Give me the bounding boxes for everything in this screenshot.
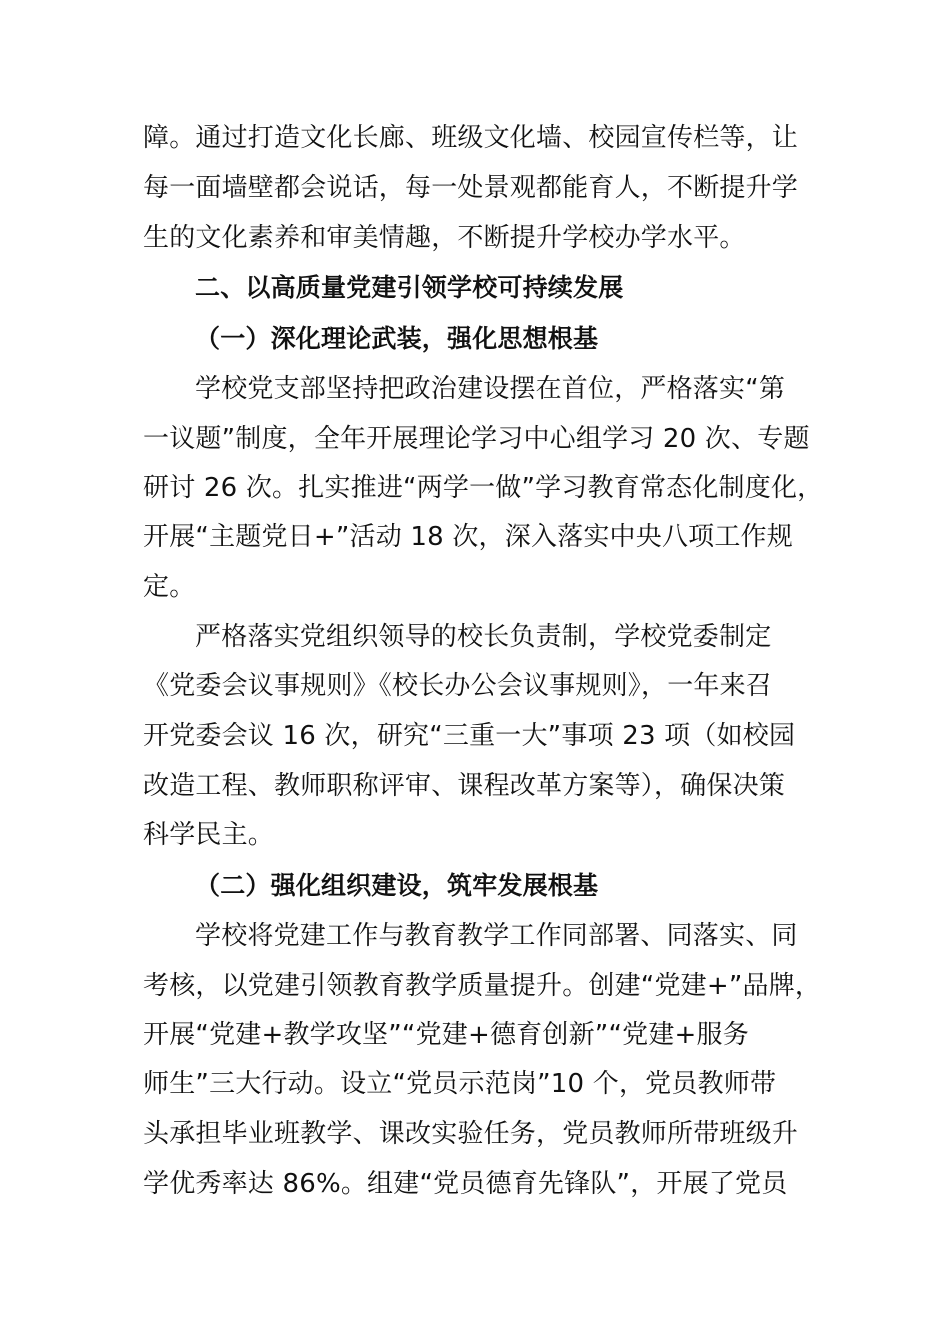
body-text-line: 科学民主。 <box>143 820 275 850</box>
body-text-line: 生的文化素养和审美情趣，不断提升学校办学水平。 <box>143 223 746 253</box>
body-text-line: 开党委会议 16 次，研究“三重一大”事项 23 项（如校园 <box>143 721 796 751</box>
body-text-line: 师生”三大行动。设立“党员示范岗”10 个，党员教师带 <box>143 1069 777 1099</box>
body-text-line: 开展“主题党日+”活动 18 次，深入落实中央八项工作规 <box>143 522 793 552</box>
body-text-line: 开展“党建+教学攻坚”“党建+德育创新”“党建+服务 <box>143 1020 749 1050</box>
body-text-line: 学优秀率达 86%。组建“党员德育先锋队”，开展了党员 <box>143 1169 788 1199</box>
body-text-line: 定。 <box>143 572 196 602</box>
body-text-line: 障。通过打造文化长廊、班级文化墙、校园宣传栏等，让 <box>143 123 799 153</box>
section-heading: 二、以高质量党建引领学校可持续发展 <box>195 273 624 302</box>
body-text-line: 考核，以党建引领教育教学质量提升。创建“党建+”品牌， <box>143 971 822 1001</box>
subsection-heading: （二）强化组织建设，筑牢发展根基 <box>195 871 599 900</box>
body-text-line: 学校将党建工作与教育教学工作同部署、同落实、同 <box>195 921 798 951</box>
body-text-line: 改造工程、教师职称评审、课程改革方案等），确保决策 <box>143 771 786 801</box>
body-text-line: 一议题”制度，全年开展理论学习中心组学习 20 次、专题 <box>143 424 810 454</box>
body-text-line: 严格落实党组织领导的校长负责制，学校党委制定 <box>195 622 772 652</box>
body-text-line: 每一面墙壁都会说话，每一处景观都能育人，不断提升学 <box>143 173 799 203</box>
subsection-heading: （一）深化理论武装，强化思想根基 <box>195 324 599 353</box>
body-text-line: 《党委会议事规则》《校长办公会议事规则》，一年来召 <box>143 671 773 701</box>
body-text-line: 研讨 26 次。扎实推进“两学一做”学习教育常态化制度化， <box>143 473 824 503</box>
body-text-line: 学校党支部坚持把政治建设摆在首位，严格落实“第 <box>195 374 786 404</box>
body-text-line: 头承担毕业班教学、课改实验任务，党员教师所带班级升 <box>143 1119 799 1149</box>
